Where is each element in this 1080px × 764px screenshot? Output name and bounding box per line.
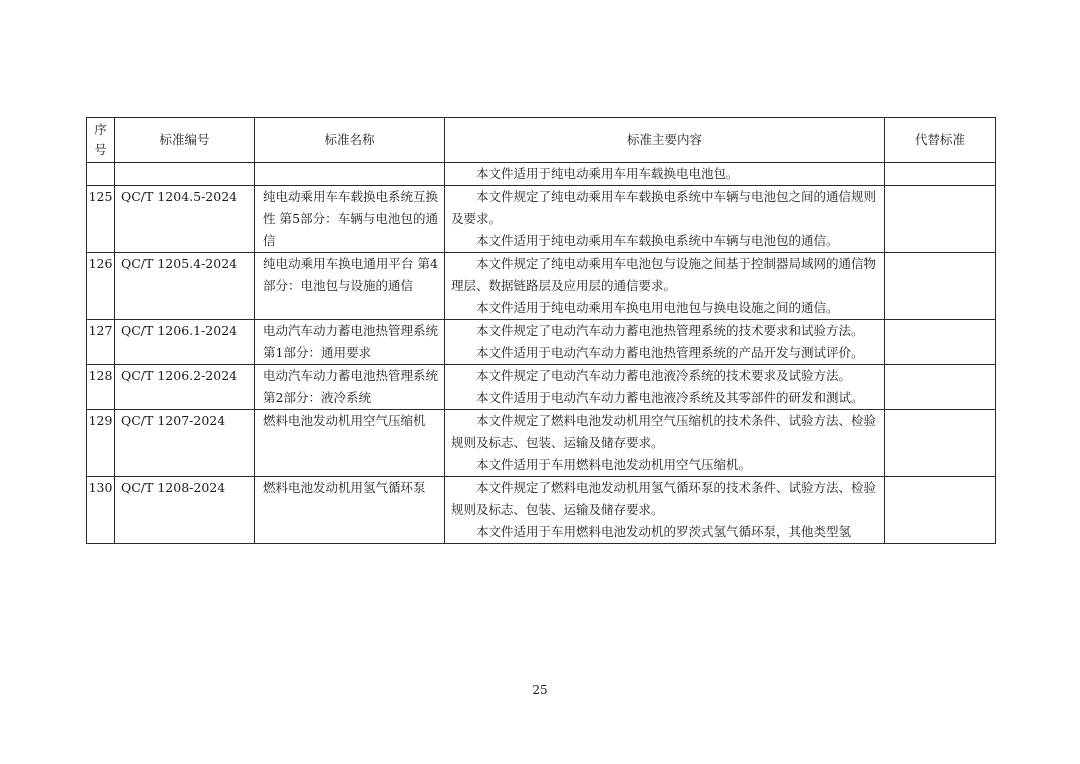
cell-replace xyxy=(885,410,996,477)
content-paragraph: 本文件适用于纯电动乘用车换电用电池包与换电设施之间的通信。 xyxy=(476,300,839,315)
content-paragraph: 本文件规定了纯电动乘用车电池包与设施之间基于控制器局域网的通信物理层、数据链路层及应用层的通信要求。 xyxy=(451,256,877,293)
cell-content xyxy=(445,253,885,320)
cell-seq: 129 xyxy=(87,410,115,477)
content-paragraph: 本文件适用于电动汽车动力蓄电池液冷系统及其零部件的研发和测试。 xyxy=(476,390,864,405)
table-row xyxy=(87,320,996,365)
content-paragraph: 本文件规定了电动汽车动力蓄电池热管理系统的技术要求和试验方法。 xyxy=(476,323,864,338)
cell-replace xyxy=(885,365,996,410)
cell-seq: 126 xyxy=(87,253,115,320)
cell-seq: 128 xyxy=(87,365,115,410)
header-name: 标准名称 xyxy=(255,118,445,163)
cell-name: 电动汽车动力蓄电池热管理系统 第2部分：液冷系统 xyxy=(255,365,445,410)
cell-seq: 127 xyxy=(87,320,115,365)
content-paragraph: 本文件适用于车用燃料电池发动机的罗茨式氢气循环泵，其他类型氢 xyxy=(476,524,852,539)
cell-replace xyxy=(885,253,996,320)
header-seq xyxy=(87,118,115,163)
header-code: 标准编号 xyxy=(115,118,255,163)
header-seq-line1: 序 xyxy=(94,122,107,137)
cell-content xyxy=(445,163,885,186)
header-seq-line2: 号 xyxy=(94,142,107,157)
cell-replace xyxy=(885,186,996,253)
content-paragraph: 本文件适用于电动汽车动力蓄电池热管理系统的产品开发与测试评价。 xyxy=(476,345,864,360)
content-paragraph: 本文件规定了燃料电池发动机用空气压缩机的技术条件、试验方法、检验规则及标志、包装、运输及储存要求。 xyxy=(451,413,877,450)
cell-code: QC/T 1206.2-2024 xyxy=(115,365,255,410)
table-body xyxy=(87,163,996,544)
cell-name xyxy=(255,163,445,186)
cell-name: 燃料电池发动机用空气压缩机 xyxy=(255,410,445,477)
cell-name: 电动汽车动力蓄电池热管理系统 第1部分：通用要求 xyxy=(255,320,445,365)
cell-code: QC/T 1204.5-2024 xyxy=(115,186,255,253)
content-paragraph: 本文件适用于纯电动乘用车用车载换电电池包。 xyxy=(476,166,739,181)
content-paragraph: 本文件适用于纯电动乘用车车载换电系统中车辆与电池包的通信。 xyxy=(476,233,839,248)
table-row xyxy=(87,186,996,253)
content-paragraph: 本文件规定了电动汽车动力蓄电池液冷系统的技术要求及试验方法。 xyxy=(476,368,852,383)
table-row xyxy=(87,477,996,544)
cell-content xyxy=(445,477,885,544)
cell-content xyxy=(445,410,885,477)
cell-content xyxy=(445,365,885,410)
content-paragraph: 本文件规定了燃料电池发动机用氢气循环泵的技术条件、试验方法、检验规则及标志、包装、运输及储存要求。 xyxy=(451,480,877,517)
continuation-row xyxy=(87,163,996,186)
cell-code: QC/T 1207-2024 xyxy=(115,410,255,477)
cell-code xyxy=(115,163,255,186)
cell-replace xyxy=(885,320,996,365)
cell-code: QC/T 1206.1-2024 xyxy=(115,320,255,365)
table-row xyxy=(87,365,996,410)
cell-code: QC/T 1208-2024 xyxy=(115,477,255,544)
cell-replace xyxy=(885,477,996,544)
standards-table xyxy=(86,117,996,544)
content-paragraph: 本文件规定了纯电动乘用车车载换电系统中车辆与电池包之间的通信规则及要求。 xyxy=(451,189,877,226)
cell-content xyxy=(445,320,885,365)
cell-seq: 125 xyxy=(87,186,115,253)
table-row xyxy=(87,253,996,320)
cell-seq xyxy=(87,163,115,186)
table-header xyxy=(87,118,996,163)
header-replace: 代替标准 xyxy=(885,118,996,163)
content-paragraph: 本文件适用于车用燃料电池发动机用空气压缩机。 xyxy=(476,457,752,472)
cell-replace xyxy=(885,163,996,186)
cell-name: 燃料电池发动机用氢气循环泵 xyxy=(255,477,445,544)
cell-name: 纯电动乘用车换电通用平台 第4部分：电池包与设施的通信 xyxy=(255,253,445,320)
cell-code: QC/T 1205.4-2024 xyxy=(115,253,255,320)
table-row xyxy=(87,410,996,477)
cell-content xyxy=(445,186,885,253)
page-number: 25 xyxy=(532,683,548,697)
cell-seq: 130 xyxy=(87,477,115,544)
cell-name: 纯电动乘用车车载换电系统互换性 第5部分：车辆与电池包的通信 xyxy=(255,186,445,253)
header-content: 标准主要内容 xyxy=(445,118,885,163)
